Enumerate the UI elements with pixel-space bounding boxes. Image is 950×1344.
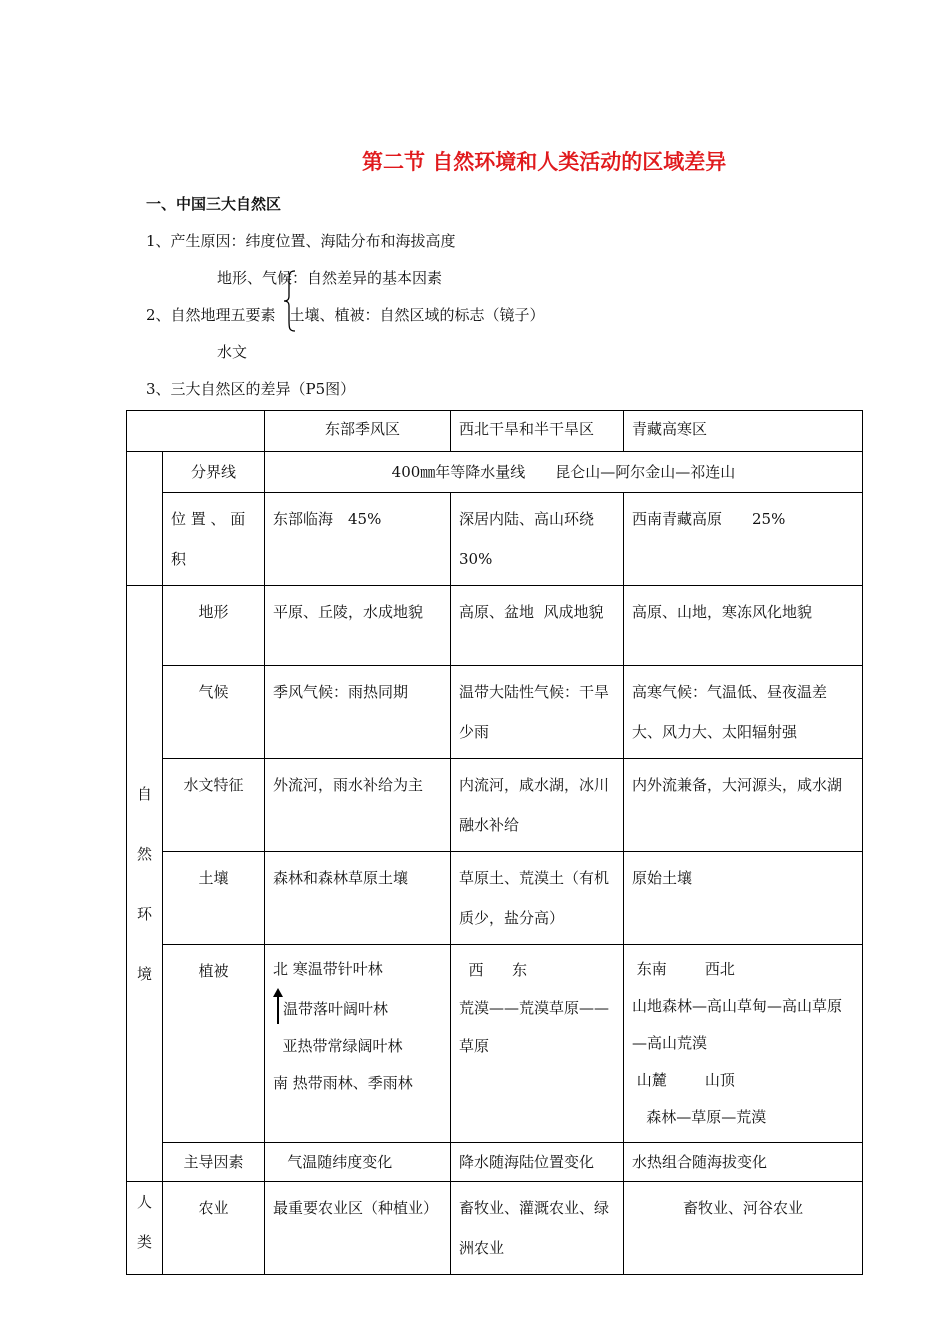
vegetation-line: 东南 西北 (632, 960, 735, 978)
row-label: 水文特征 (163, 759, 265, 852)
group-human-activity (127, 1182, 163, 1275)
vegetation-line: 南 热带雨林、季雨林 (273, 1074, 413, 1092)
table-row (127, 1143, 863, 1182)
cell-east: 平原、丘陵，水成地貌 (265, 586, 451, 666)
vegetation-line: 山麓 山顶 (632, 1071, 735, 1089)
cell-northwest: 高原、盆地 风成地貌 (451, 586, 624, 666)
table-row (127, 666, 863, 759)
cell-tibet-vegetation (624, 945, 863, 1143)
paragraph-five-elements (146, 304, 545, 325)
table-row (127, 759, 863, 852)
cell-northwest: 内流河，咸水湖，冰川融水补给 (451, 759, 624, 852)
cell-tibet: 原始土壤 (624, 852, 863, 945)
vegetation-line: 西 东 (459, 961, 528, 979)
section-heading: 一、中国三大自然区 (146, 195, 282, 213)
paragraph-cause: 1、产生原因：纬度位置、海陆分布和海拔高度 (146, 232, 456, 250)
cell-east-vegetation (265, 945, 451, 1143)
vegetation-line: 森林—草原—荒漠 (632, 1108, 767, 1126)
vegetation-line: 荒漠——荒漠草原——草原 (459, 999, 610, 1055)
brace-icon (283, 270, 297, 332)
row-label: 地形 (163, 586, 265, 666)
table-row (127, 945, 863, 1143)
table-row (127, 586, 863, 666)
header-northwest-arid: 西北干旱和半干旱区 (451, 411, 624, 452)
row-label: 农业 (163, 1182, 265, 1275)
header-east-monsoon: 东部季风区 (265, 411, 451, 452)
cell-east: 东部临海 45% (265, 493, 451, 586)
cell-tibet: 水热组合随海拔变化 (624, 1143, 863, 1182)
paragraph-differences: 3、三大自然区的差异（P5图） (146, 380, 356, 398)
cell-tibet: 畜牧业、河谷农业 (624, 1182, 863, 1275)
vegetation-line-arrow (273, 988, 442, 1028)
row-label: 植被 (163, 945, 265, 1143)
row-label: 主导因素 (163, 1143, 265, 1182)
table-row (127, 493, 863, 586)
row-label: 土壤 (163, 852, 265, 945)
element-terrain-climate: 地形、气候：自然差异的基本因素 (217, 269, 443, 287)
row-label: 分界线 (163, 452, 265, 493)
element-soil-vegetation: 土壤、植被：自然区域的标志（镜子） (289, 306, 545, 324)
cell-northwest: 深居内陆、高山环绕 30% (451, 493, 624, 586)
group-cell-blank (127, 452, 163, 586)
boundary-text: 400㎜年等降水量线 昆仑山—阿尔金山—祁连山 (265, 452, 863, 493)
cell-east: 气温随纬度变化 (265, 1143, 451, 1182)
arrow-up-icon (273, 988, 283, 1024)
corner-cell (127, 411, 265, 452)
cell-east: 外流河，雨水补给为主 (265, 759, 451, 852)
group-label: 自然环境 (136, 784, 152, 983)
cell-tibet: 高原、山地，寒冻风化地貌 (624, 586, 863, 666)
group-label: 人类 (136, 1193, 152, 1251)
cell-northwest: 温带大陆性气候：干旱少雨 (451, 666, 624, 759)
header-tibet-alpine: 青藏高寒区 (624, 411, 863, 452)
cell-east: 森林和森林草原土壤 (265, 852, 451, 945)
cell-tibet: 高寒气候：气温低、昼夜温差大、风力大、太阳辐射强 (624, 666, 863, 759)
table-row (127, 852, 863, 945)
vegetation-line: 北 寒温带针叶林 (273, 960, 383, 978)
cell-northwest-vegetation (451, 945, 624, 1143)
table-row (127, 452, 863, 493)
cell-northwest: 草原土、荒漠土（有机质少，盐分高） (451, 852, 624, 945)
group-natural-environment (127, 586, 163, 1182)
row-label: 气候 (163, 666, 265, 759)
row-label: 位 置 、 面积 (163, 493, 265, 586)
cell-northwest: 降水随海陆位置变化 (451, 1143, 624, 1182)
vegetation-line: 亚热带常绿阔叶林 (273, 1037, 403, 1055)
element-hydrology: 水文 (217, 343, 248, 361)
vegetation-line: 山地森林—高山草甸—高山草原—高山荒漠 (632, 997, 843, 1052)
table-row (127, 411, 863, 452)
cell-east: 季风气候：雨热同期 (265, 666, 451, 759)
cell-tibet: 西南青藏高原 25% (624, 493, 863, 586)
page-title: 第二节 自然环境和人类活动的区域差异 (362, 150, 727, 174)
cell-east: 最重要农业区（种植业） (265, 1182, 451, 1275)
five-elements-lead: 2、自然地理五要素 (146, 306, 276, 324)
cell-northwest: 畜牧业、灌溉农业、绿洲农业 (451, 1182, 624, 1275)
table-row (127, 1182, 863, 1275)
regions-table (126, 410, 863, 1275)
vegetation-line-text: 温带落叶阔叶林 (283, 1000, 389, 1018)
cell-tibet: 内外流兼备，大河源头，咸水湖 (624, 759, 863, 852)
